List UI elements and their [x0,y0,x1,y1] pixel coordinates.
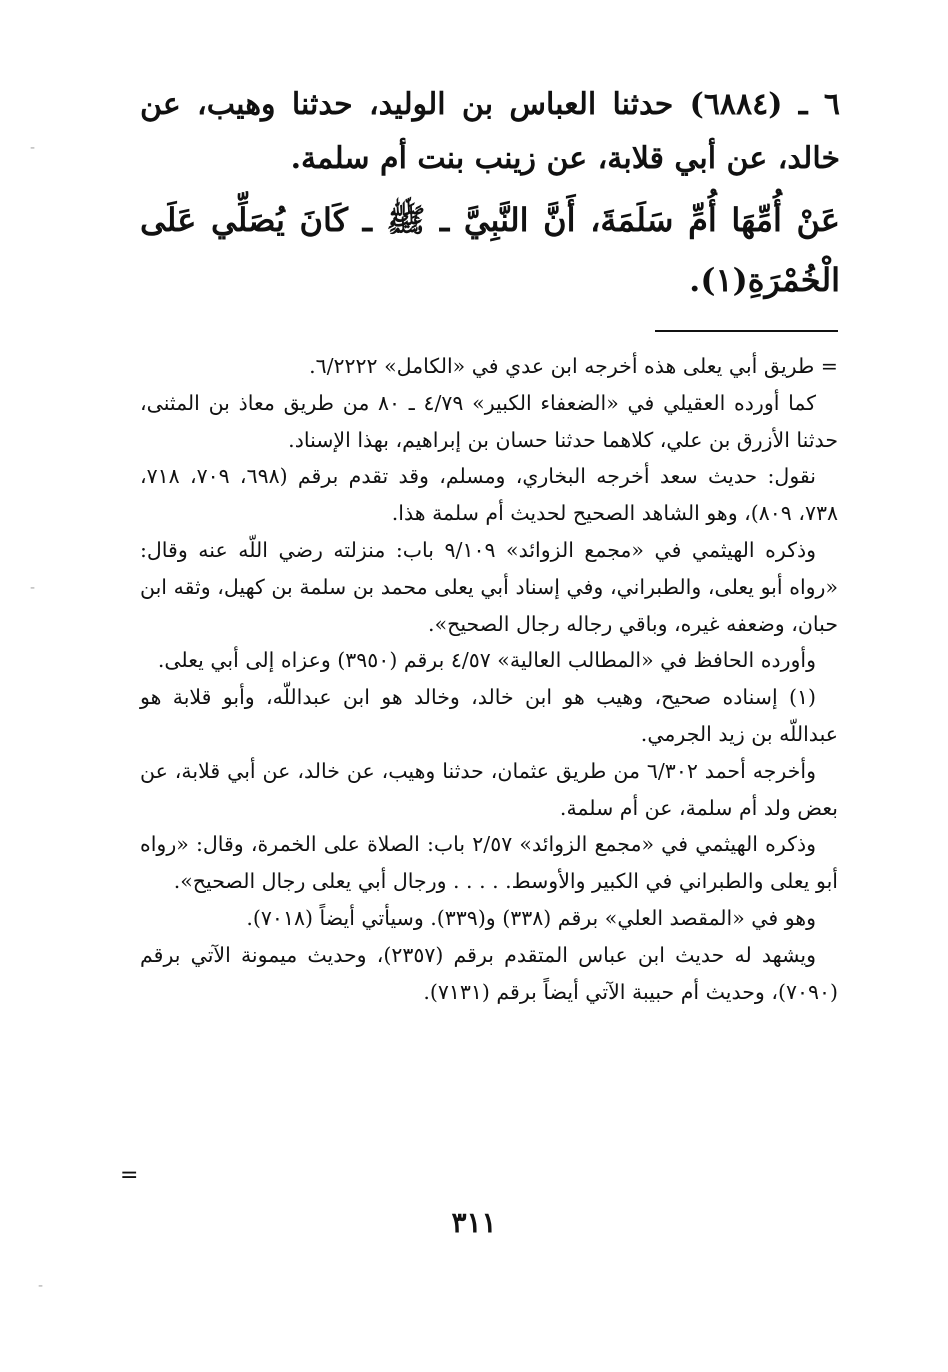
footnote-paragraph: = طريق أبي يعلى هذه أخرجه ابن عدي في «الكامل» ٦/٢٢٢٢. [309,354,838,378]
footnote-paragraph: نقول: حديث سعد أخرجه البخاري، ومسلم، وقد تقدم برقم (٦٩٨، ٧٠٩، ٧١٨، ٧٣٨، ٨٠٩)، وهو الشاهد الصحيح لحديث أم سلمة هذا. [140,464,838,526]
footnote-paragraph: وذكره الهيثمي في «مجمع الزوائد» ٩/١٠٩ باب: منزلته رضي اللّه عنه وقال: «رواه أبو يعلى، والطبراني، وفي إسناد أبي يعلى محمد بن سلمة بن كهيل، وثقه ابن حبان، وضعفه غيره، وباقي رجاله رجال الصحيح». [140,537,838,636]
hadith-matn: عَنْ أُمِّهَا أُمِّ سَلَمَةَ، أَنَّ النَّبِيَّ ـ ﷺ ـ كَانَ يُصَلِّي عَلَى الْخُمْرَةِ(١). [140,201,840,299]
footnote-paragraph: وأورده الحافظ في «المطالب العالية» ٤/٥٧ برقم (٣٩٥٠) وعزاه إلى أبي يعلى. [157,648,816,673]
footnotes-section [140,348,838,1010]
continuation-mark: = [120,1163,139,1188]
crop-mark: - [30,140,36,156]
crop-mark: - [30,580,36,596]
footnote-separator [655,330,838,332]
page-number: ٣١١ [451,1206,497,1239]
footnote-paragraph: وهو في «المقصد العلي» برقم (٣٣٨) و(٣٣٩). وسيأتي أيضاً (٧٠١٨). [246,905,816,930]
footnote-paragraph: وأخرجه أحمد ٦/٣٠٢ من طريق عثمان، حدثنا وهيب، عن خالد، عن أبي قلابة، عن بعض ولد أم سلمة، عن أم سلمة. [140,758,838,820]
hadith-isnad: ٦ ـ (٦٨٨٤) حدثنا العباس بن الوليد، حدثنا وهيب، عن خالد، عن أبي قلابة، عن زينب بنت أم سلمة. [140,87,840,176]
footnote-paragraph: وذكره الهيثمي في «مجمع الزوائد» ٢/٥٧ باب: الصلاة على الخمرة، وقال: «رواه أبو يعلى والطبراني في الكبير والأوسط. . . . . ورجال أبي يعلى رجال الصحيح». [140,832,838,894]
crop-mark: - [38,1278,44,1294]
footnote-paragraph: ويشهد له حديث ابن عباس المتقدم برقم (٢٣٥٧)، وحديث ميمونة الآتي برقم (٧٠٩٠)، وحديث أم حبيبة الآتي أيضاً برقم (٧١٣١). [140,942,838,1004]
footnote-paragraph: (١) إسناده صحيح، وهيب هو ابن خالد، وخالد هو ابن عبداللّه، وأبو قلابة هو عبداللّه بن زيد الجرمي. [140,685,838,746]
footnote-paragraph: كما أورده العقيلي في «الضعفاء الكبير» ٤/٧٩ ـ ٨٠ من طريق معاذ بن المثنى، حدثنا الأزرق بن علي، كلاهما حدثنا حسان بن إبراهيم، بهذا الإسناد. [140,390,838,452]
